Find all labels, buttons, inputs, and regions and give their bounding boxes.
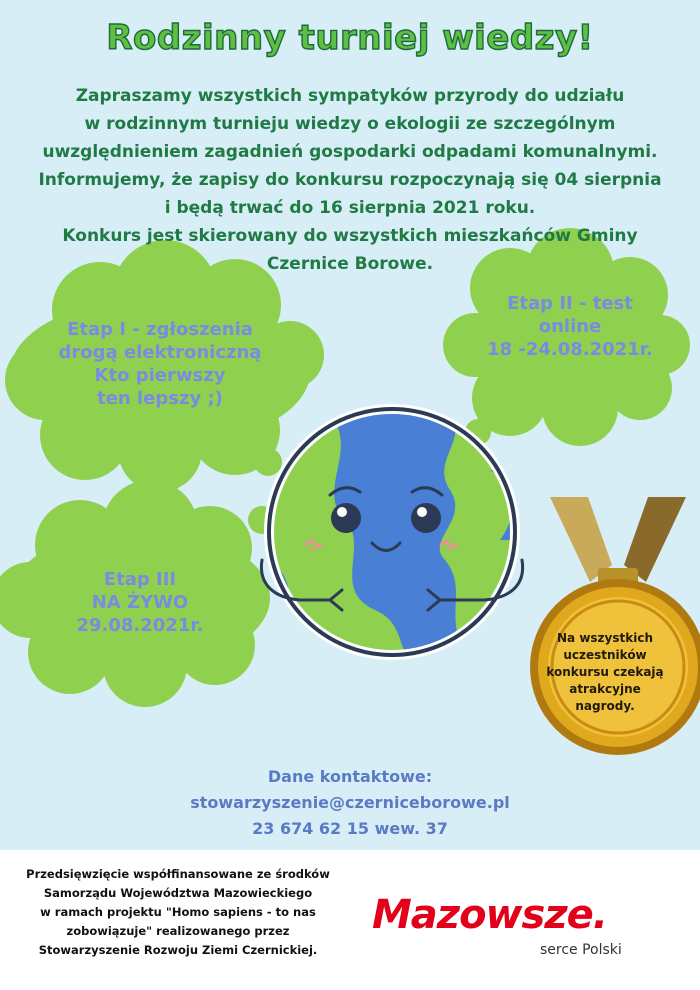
gold-medal-icon [530,497,700,755]
intro-line: i będą trwać do 16 sierpnia 2021 roku. [164,198,536,218]
funding-line: Przedsięwzięcie współfinansowane ze środków [26,867,330,881]
stage-3-line: NA ŻYWO [91,592,189,613]
intro-line: w rodzinnym turnieju wiedzy o ekologii ze szczególnym [84,114,616,134]
contact-block [150,764,550,842]
stage-2-line: Etap II - test [507,293,633,314]
stage-3-line: 29.08.2021r. [76,615,204,636]
medal-line: uczestników [563,648,647,662]
logo-tagline: serce Polski [540,942,622,958]
stage-3-text [40,568,240,637]
stage-1-line: Kto pierwszy [94,365,226,386]
stage-3-line: Etap III [103,569,177,590]
intro-line: Zapraszamy wszystkich sympatyków przyrody do udziału [75,86,625,106]
stage-2-line: online [538,316,602,337]
intro-line: uwzględnieniem zagadnień gospodarki odpadami komunalnymi. [42,142,658,162]
contact-heading: Dane kontaktowe: [267,767,433,786]
medal-text [535,630,675,715]
funding-line: zobowiązuje" realizowanego przez [66,924,290,938]
contact-email-link[interactable]: stowarzyszenie@czerniceborowe.pl [190,793,510,812]
stage-1-line: drogą elektroniczną [58,342,262,363]
medal-line: atrakcyjne [569,682,641,696]
earth-mascot-icon [255,404,523,660]
footer [0,850,700,990]
funding-line: Stowarzyszenie Rozwoju Ziemi Czernickiej. [38,943,318,957]
funding-note [8,865,348,960]
intro-line: Czernice Borowe. [266,254,434,274]
stage-2-text [470,292,670,361]
medal-line: nagrody. [575,699,635,713]
medal-line: Na wszystkich [557,631,653,645]
intro-line: Konkurs jest skierowany do wszystkich mieszkańców Gminy [62,226,638,246]
intro-paragraph [10,82,690,278]
intro-line: Informujemy, że zapisy do konkursu rozpoczynają się 04 sierpnia [38,170,662,190]
poster-title: Rodzinny turniej wiedzy! [106,18,594,58]
mazowsze-logo: Mazowsze. [372,892,607,938]
funding-line: w ramach projektu "Homo sapiens - to nas [40,905,316,919]
stage-2-line: 18 -24.08.2021r. [487,339,653,360]
contact-phone: 23 674 62 15 wew. 37 [252,819,448,838]
stage-1-line: Etap I - zgłoszenia [67,319,253,340]
funding-line: Samorządu Województwa Mazowieckiego [43,886,313,900]
medal-line: konkursu czekają [546,665,664,679]
stage-1-line: ten lepszy ;) [97,388,223,409]
stage-1-text [40,318,280,410]
